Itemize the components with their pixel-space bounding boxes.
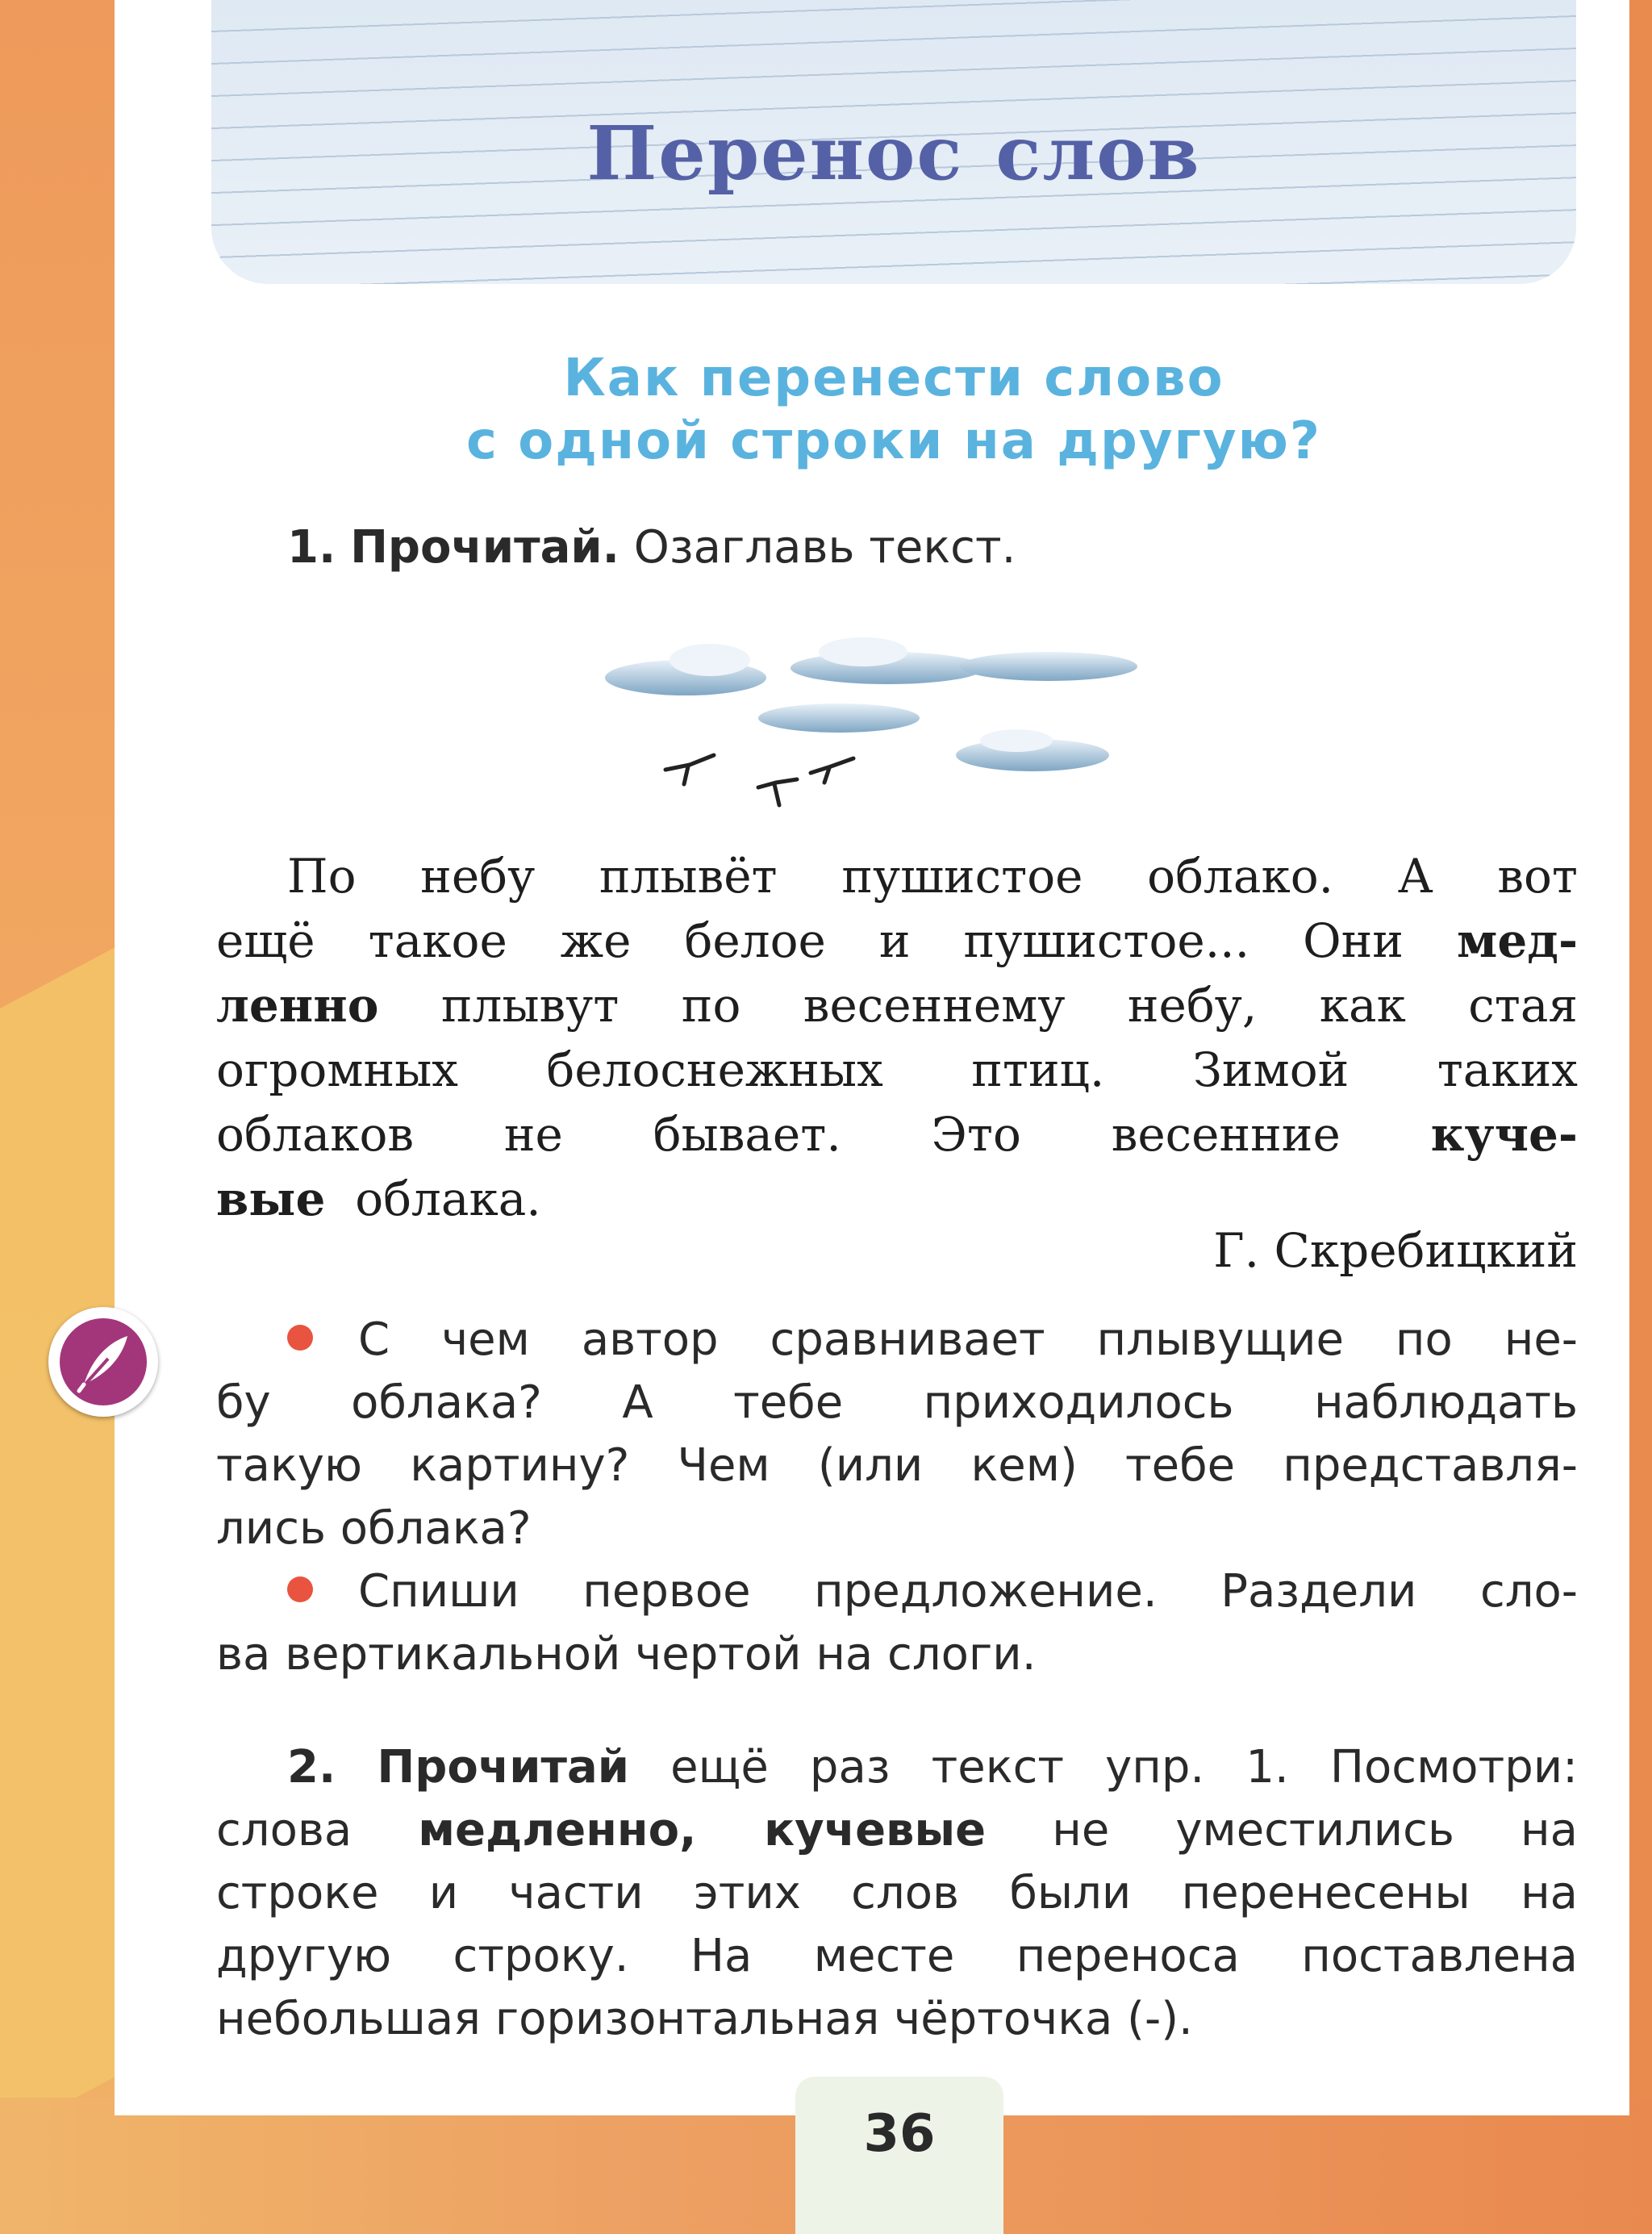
cloud-icon (758, 704, 1109, 771)
exercise-1-instruction: Озаглавь текст. (633, 521, 1016, 574)
hyphenated-word-part: вые (216, 1171, 326, 1226)
story-line-5 (216, 1107, 1578, 1162)
lesson-question-line-2: с одной строки на другую? (466, 411, 1321, 471)
exercise-1-title: Прочитай. (350, 521, 620, 574)
cloud-icon (605, 644, 766, 695)
bullet-icon (287, 1325, 313, 1351)
exercise-2-line-5: небольшая горизонтальная чёрточка (-). (216, 1993, 1193, 2045)
exercise-1-number: 1. (287, 521, 336, 574)
question-1-line-1 (287, 1313, 1578, 1366)
lesson-question-line-1: Как перенести слово (563, 349, 1224, 408)
exercise-2-line-4: другую строку. На месте переноса поставлена (216, 1930, 1578, 1982)
hyphenated-word-part: ленно (216, 978, 379, 1033)
exercise-2-number: 2. (287, 1741, 336, 1793)
title-word-2: слов (995, 110, 1201, 197)
feather-pen-icon (48, 1307, 158, 1417)
page-number: 36 (863, 2104, 936, 2164)
exercise-1-heading (287, 521, 1649, 574)
bird-icon (665, 755, 853, 805)
exercise-2-line-1 (287, 1741, 1578, 1793)
question-text: С чем автор сравнивает плывущие по не- (358, 1313, 1578, 1366)
question-1-line-3: такую картину? Чем (или кем) тебе представля- (216, 1439, 1578, 1492)
exercise-2-text: ещё раз текст упр. 1. Посмотри: (670, 1741, 1578, 1793)
story-author: Г. Скребицкий (1213, 1223, 1578, 1278)
hyphenated-word-part: мед- (1457, 913, 1579, 968)
bullet-icon (287, 1576, 313, 1602)
story-line-3 (216, 978, 1578, 1033)
story-line-5-text: облаков не бывает. Это весенние (216, 1107, 1341, 1162)
hyphenated-word-part: куче- (1430, 1107, 1579, 1162)
header-band (211, 0, 1576, 284)
question-1-line-2: бу облака? А тебе приходилось наблюдать (216, 1376, 1578, 1429)
question-text: Спиши первое предложение. Раздели сло- (358, 1565, 1578, 1618)
exercise-2-text: слова (216, 1804, 353, 1856)
exercise-2-line-3: строке и части этих слов были перенесены на (216, 1867, 1578, 1919)
story-line-1: По небу плывёт пушистое облако. А вот (287, 849, 1578, 904)
exercise-2-text: не уместились на (1052, 1804, 1578, 1856)
cloud-icon (791, 637, 1137, 684)
story-line-2 (216, 913, 1578, 968)
exercise-2-title: Прочитай (377, 1741, 629, 1793)
story-line-6 (216, 1171, 1578, 1226)
story-line-3-text: плывут по весеннему небу, как стая (440, 978, 1579, 1033)
story-line-4: огромных белоснежных птиц. Зимой таких (216, 1042, 1578, 1097)
clouds-birds-illustration (597, 597, 1210, 823)
question-2-line-1 (287, 1565, 1578, 1618)
story-line-6-text: облака. (355, 1171, 541, 1226)
title-word-1: Перенос (586, 110, 964, 197)
question-1-line-4: лись облака? (216, 1502, 532, 1555)
story-line-2-text: ещё такое же белое и пушистое... Они (216, 913, 1404, 968)
page-number-tab (795, 2077, 1003, 2234)
exercise-2-highlighted-words: медленно, кучевые (418, 1804, 987, 1856)
exercise-2-line-2 (216, 1804, 1578, 1856)
question-2-line-2: ва вертикальной чертой на слоги. (216, 1628, 1037, 1681)
page-title (211, 110, 1576, 197)
